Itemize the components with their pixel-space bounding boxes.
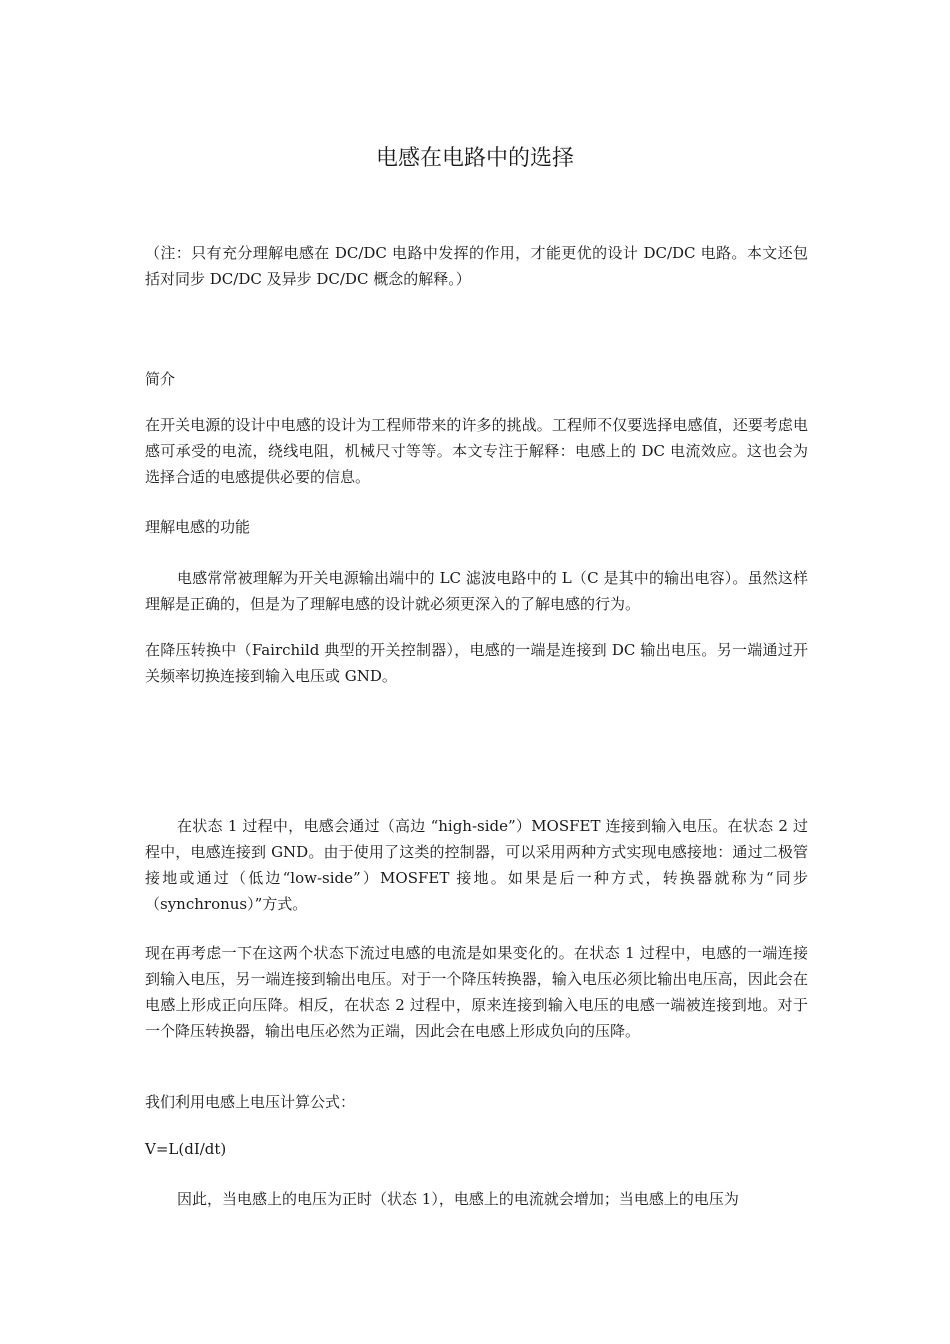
intro-paragraph: 在开关电源的设计中电感的设计为工程师带来的许多的挑战。工程师不仅要选择电感值，还要考虑电感可承受的电流，绕线电阻，机械尺寸等等。本文专注于解释：电感上的 DC 电流效应。这也会为选择合适的电感提供必要的信息。 xyxy=(145,416,808,486)
formula-intro: 我们利用电感上电压计算公式： xyxy=(145,1093,356,1111)
function-heading: 理解电感的功能 xyxy=(145,518,251,536)
function-paragraph-2: 在降压转换中（Fairchild 典型的开关控制器），电感的一端是连接到 DC 输出电压。另一端通过开关频率切换连接到输入电压或 GND。 xyxy=(145,641,808,685)
state-paragraph: 在状态 1 过程中，电感会通过（高边 “high-side”）MOSFET 连接到输入电压。在状态 2 过程中，电感连接到 GND。由于使用了这类的控制器，可以采用两种方式实现电感接地：通过二极管接地或通过（低边“low-side”）MOSFET 接地。如果是后一种方式，转换器就称为“同步（synchronus）”方式。 xyxy=(145,817,808,913)
current-paragraph: 现在再考虑一下在这两个状态下流过电感的电流是如果变化的。在状态 1 过程中，电感的一端连接到输入电压，另一端连接到输出电压。对于一个降压转换器，输入电压必须比输出电压高，因此会在电感上形成正向压降。相反，在状态 2 过程中，原来连接到输入电压的电感一端被连接到地。对于一个降压转换器，输出电压必然为正端，因此会在电感上形成负向的压降。 xyxy=(145,944,808,1040)
intro-heading: 简介 xyxy=(145,370,176,388)
function-paragraph-1: 电感常常被理解为开关电源输出端中的 LC 滤波电路中的 L（C 是其中的输出电容）。虽然这样理解是正确的，但是为了理解电感的设计就必须更深入的了解电感的行为。 xyxy=(145,569,808,613)
formula: V=L(dI/dt) xyxy=(145,1140,227,1158)
note-paragraph: （注：只有充分理解电感在 DC/DC 电路中发挥的作用，才能更优的设计 DC/DC 电路。本文还包括对同步 DC/DC 及异步 DC/DC 概念的解释。） xyxy=(145,244,808,288)
document-title: 电感在电路中的选择 xyxy=(375,146,574,171)
conclusion-paragraph: 因此，当电感上的电压为正时（状态 1），电感上的电流就会增加；当电感上的电压为 xyxy=(177,1190,739,1208)
